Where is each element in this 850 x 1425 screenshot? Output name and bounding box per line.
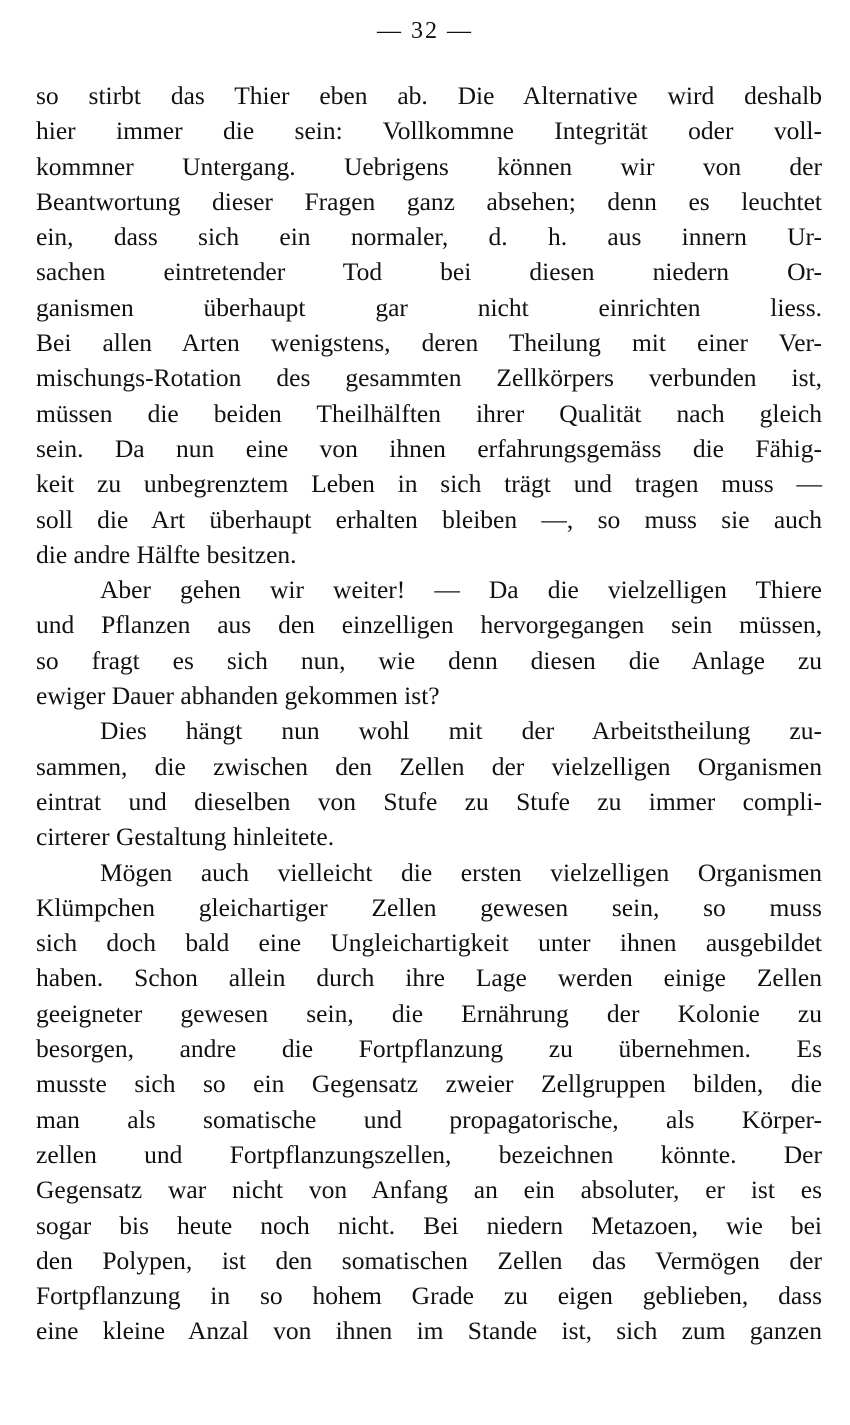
text-line: Aber gehen wir weiter! — Da die vielzelligen Thiere: [100, 575, 822, 605]
text-line: sein. Da nun eine von ihnen erfahrungsgemäss die Fähig-: [36, 433, 822, 463]
text-line: ganismen überhaupt gar nicht einrichten liess.: [36, 292, 822, 322]
text-line: ewiger Dauer abhanden gekommen ist?: [36, 681, 440, 711]
page-number: — 32 —: [377, 18, 473, 44]
text-line: die andre Hälfte besitzen.: [36, 539, 297, 569]
text-line: so stirbt das Thier eben ab. Die Alternative wird deshalb: [36, 81, 822, 110]
text-line: man als somatische und propagatorische, als Körper-: [36, 1104, 822, 1134]
text-line: ein, dass sich ein normaler, d. h. aus innern Ur-: [36, 222, 822, 252]
text-line: Bei allen Arten wenigstens, deren Theilung mit einer Ver-: [36, 328, 822, 358]
text-line: sammen, die zwischen den Zellen der vielzelligen Organismen: [36, 751, 822, 781]
text-line: Mögen auch vielleicht die ersten vielzelligen Organismen: [100, 857, 822, 887]
text-line: sachen eintretender Tod bei diesen niedern Or-: [36, 257, 822, 287]
text-line: soll die Art überhaupt erhalten bleiben —, so muss sie auch: [36, 504, 822, 534]
text-line: hier immer die sein: Vollkommne Integrität oder voll-: [36, 116, 822, 146]
text-line: haben. Schon allein durch ihre Lage werden einige Zellen: [36, 963, 822, 993]
text-line: sogar bis heute noch nicht. Bei niedern Metazoen, wie bei: [36, 1210, 822, 1240]
text-line: Klümpchen gleichartiger Zellen gewesen sein, so muss: [36, 892, 822, 922]
text-line: eine kleine Anzal von ihnen im Stande ist, sich zum ganzen: [36, 1316, 822, 1346]
text-line: Dies hängt nun wohl mit der Arbeitstheilung zu-: [100, 716, 822, 746]
text-line: so fragt es sich nun, wie denn diesen die Anlage zu: [36, 645, 822, 675]
text-line: und Pflanzen aus den einzelligen hervorgegangen sein müssen,: [36, 610, 822, 640]
text-line: Fortpflanzung in so hohem Grade zu eigen geblieben, dass: [36, 1281, 822, 1311]
text-line: kommner Untergang. Uebrigens können wir von der: [36, 151, 822, 181]
text-line: Gegensatz war nicht von Anfang an ein absoluter, er ist es: [36, 1175, 822, 1205]
text-line: den Polypen, ist den somatischen Zellen das Vermögen der: [36, 1245, 822, 1275]
text-line: geeigneter gewesen sein, die Ernährung der Kolonie zu: [36, 998, 822, 1028]
text-line: cirterer Gestaltung hinleitete.: [36, 822, 335, 852]
text-line: mischungs-Rotation des gesammten Zellkörpers verbunden ist,: [36, 363, 822, 393]
text-line: eintrat und dieselben von Stufe zu Stufe zu immer compli-: [36, 786, 822, 816]
text-line: zellen und Fortpflanzungszellen, bezeichnen könnte. Der: [36, 1139, 822, 1169]
text-line: müssen die beiden Theilhälften ihrer Qualität nach gleich: [36, 398, 822, 428]
text-line: besorgen, andre die Fortpflanzung zu übernehmen. Es: [36, 1034, 822, 1064]
text-line: keit zu unbegrenztem Leben in sich trägt und tragen muss —: [36, 469, 822, 499]
body-text: [36, 78, 822, 1349]
text-line: musste sich so ein Gegensatz zweier Zellgruppen bilden, die: [36, 1069, 822, 1099]
text-line: Beantwortung dieser Fragen ganz absehen; denn es leuchtet: [36, 186, 822, 216]
text-line: sich doch bald eine Ungleichartigkeit unter ihnen ausgebildet: [36, 928, 822, 958]
